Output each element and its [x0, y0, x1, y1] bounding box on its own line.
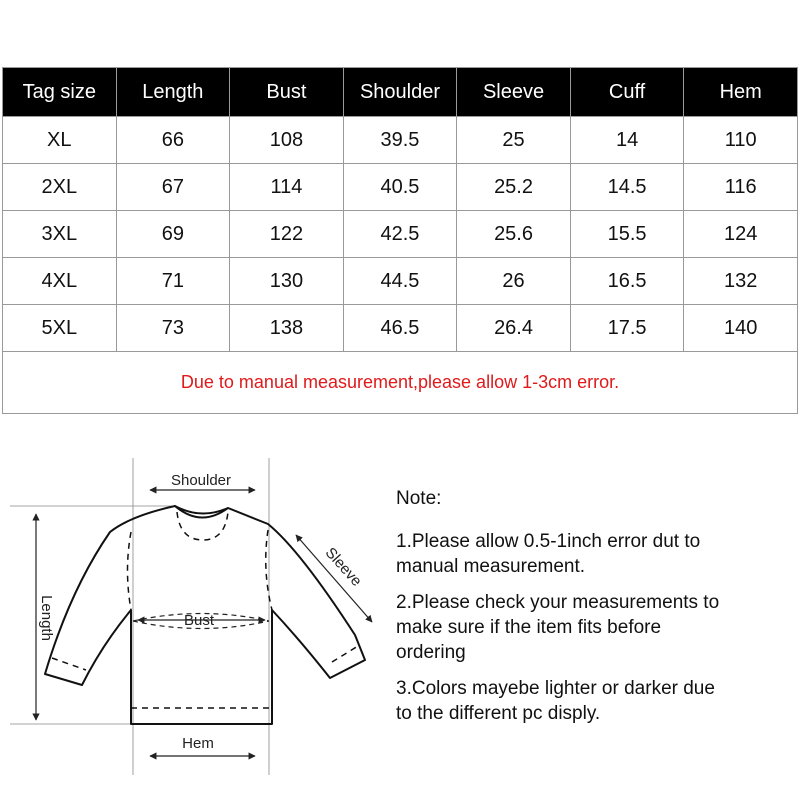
table-cell: 140 — [684, 305, 798, 352]
header-bust: Bust — [230, 68, 344, 117]
header-hem: Hem — [684, 68, 798, 117]
table-cell: 110 — [684, 117, 798, 164]
table-cell: 66 — [116, 117, 230, 164]
measurement-note-row — [3, 352, 798, 414]
table-cell: 4XL — [3, 258, 117, 305]
table-cell: 67 — [116, 164, 230, 211]
table-cell: 69 — [116, 211, 230, 258]
table-cell: 16.5 — [570, 258, 684, 305]
bust-label: Bust — [183, 612, 215, 629]
table-cell: 130 — [230, 258, 344, 305]
table-cell: 5XL — [3, 305, 117, 352]
sweater-measurement-diagram — [0, 440, 400, 800]
table-cell: 15.5 — [570, 211, 684, 258]
table-cell: 39.5 — [343, 117, 457, 164]
table-cell: 44.5 — [343, 258, 457, 305]
note-item: 2.Please check your measurements to make sure if the item fits before ordering — [396, 592, 720, 663]
table-cell: 14.5 — [570, 164, 684, 211]
table-cell: 108 — [230, 117, 344, 164]
size-chart-table — [2, 67, 798, 414]
table-cell: 42.5 — [343, 211, 457, 258]
table-cell: 114 — [230, 164, 344, 211]
table-cell: 116 — [684, 164, 798, 211]
table-cell: 132 — [684, 258, 798, 305]
table-row — [3, 164, 798, 211]
table-cell: 71 — [116, 258, 230, 305]
table-cell: 138 — [230, 305, 344, 352]
header-cuff: Cuff — [570, 68, 684, 117]
shoulder-label: Shoulder — [170, 472, 232, 489]
table-cell: 46.5 — [343, 305, 457, 352]
header-tag-size: Tag size — [3, 68, 117, 117]
table-cell: 25 — [457, 117, 571, 164]
note-item: 1.Please allow 0.5-1inch error dut to manual measurement. — [396, 531, 701, 577]
header-shoulder: Shoulder — [343, 68, 457, 117]
table-row — [3, 117, 798, 164]
table-cell: XL — [3, 117, 117, 164]
sleeve-label: Sleeve — [321, 544, 366, 590]
table-cell: 122 — [230, 211, 344, 258]
notes-title: Note: — [396, 488, 442, 509]
table-row — [3, 211, 798, 258]
hem-label: Hem — [182, 735, 214, 752]
table-row — [3, 305, 798, 352]
table-cell: 40.5 — [343, 164, 457, 211]
size-chart-header-row — [3, 68, 798, 117]
table-cell: 25.2 — [457, 164, 571, 211]
table-row — [3, 258, 798, 305]
header-length: Length — [116, 68, 230, 117]
table-cell: 14 — [570, 117, 684, 164]
table-cell: 26 — [457, 258, 571, 305]
header-sleeve: Sleeve — [457, 68, 571, 117]
sweater-seams — [52, 512, 358, 708]
table-cell: 124 — [684, 211, 798, 258]
table-cell: 2XL — [3, 164, 117, 211]
notes-section — [396, 486, 796, 737]
measurement-error-note: Due to manual measurement,please allow 1-3cm error. — [3, 352, 798, 414]
length-label: Length — [38, 595, 55, 641]
table-cell: 73 — [116, 305, 230, 352]
table-cell: 26.4 — [457, 305, 571, 352]
table-cell: 17.5 — [570, 305, 684, 352]
note-item: 3.Colors mayebe lighter or darker due to the different pc disply. — [396, 678, 715, 724]
table-cell: 3XL — [3, 211, 117, 258]
table-cell: 25.6 — [457, 211, 571, 258]
